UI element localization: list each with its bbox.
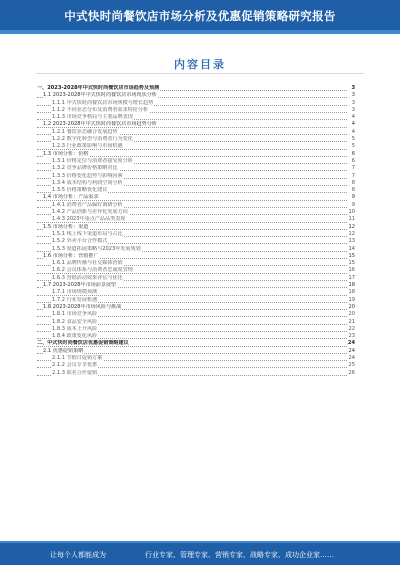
toc-entry[interactable]: [37, 333, 355, 340]
footer-accent-stripe: [0, 541, 400, 543]
toc-entry-label: 1.8 2023-2028年市场风险与挑战: [43, 303, 122, 310]
toc-entry-label: 1.2.1 餐饮业态融合发展趋势: [52, 128, 118, 135]
toc-entry[interactable]: [37, 348, 355, 355]
toc-entry[interactable]: [37, 238, 355, 245]
toc-entry-page: 12: [348, 230, 355, 237]
toc-entry-label: 1.1.1 中式快时尚餐饮店市场规模与增长趋势: [52, 99, 154, 106]
toc-entry-page: 23: [348, 333, 355, 340]
toc-entry-page: 6: [351, 157, 355, 164]
toc-entry-label: 1.8.3 成本上升风险: [52, 325, 98, 332]
toc-entry-page: 4: [351, 128, 355, 135]
toc-entry-label: 1.1 2023-2028年中式快时尚餐饮店市场现状分析: [43, 92, 157, 99]
toc-heading: 内容目录: [174, 58, 226, 71]
toc-entry[interactable]: [37, 129, 355, 136]
toc-entry[interactable]: [37, 326, 355, 333]
toc-entry-page: 24: [348, 354, 355, 361]
toc-entry-page: 15: [348, 260, 355, 267]
toc-entry-page: 19: [348, 296, 355, 303]
toc-entry-page: 16: [348, 267, 355, 274]
toc-entry-page: 20: [348, 311, 355, 318]
toc-entry-label: 1.3.4 成本结构与利润空间分析: [52, 179, 123, 186]
toc-entry-label: 1.4 市场分析：产品需求: [43, 194, 99, 201]
toc-entry-page: 6: [351, 150, 355, 157]
toc-entry-label: 1.3 市场分析：价格: [43, 150, 89, 157]
toc-entry[interactable]: [37, 114, 355, 121]
toc-entry-page: 13: [348, 238, 355, 245]
toc-entry[interactable]: [37, 340, 355, 347]
toc-entry[interactable]: [37, 187, 355, 194]
toc-entry-page: 3: [351, 99, 355, 106]
toc-entry-page: 7: [351, 165, 355, 172]
toc-entry-page: 12: [348, 223, 355, 230]
header-bar: [0, 0, 400, 34]
toc-entry[interactable]: [37, 136, 355, 143]
toc-entry-page: 24: [347, 340, 355, 347]
toc-entry-label: 1.7 2023-2028年市场前景展望: [43, 282, 117, 289]
toc-entry-label: 1.7.1 市场规模预测: [52, 289, 98, 296]
toc-entry-label: 1.6.3 营销活动效果评估与优化: [52, 274, 123, 281]
toc-entry[interactable]: [37, 355, 355, 362]
toc-entry-page: 18: [348, 282, 355, 289]
toc-entry-page: 9: [351, 194, 355, 201]
toc-entry-page: 14: [348, 245, 355, 252]
toc-entry[interactable]: [37, 100, 355, 107]
toc-entry-page: 3: [351, 106, 355, 113]
header-accent-band: [0, 30, 400, 34]
toc-entry[interactable]: [37, 297, 355, 304]
toc-entry[interactable]: [37, 370, 355, 377]
toc-entry-label: 1.5.3 渠道拓展策略与2023年发展规划: [52, 245, 141, 252]
toc-entry[interactable]: [37, 143, 355, 150]
toc-entry[interactable]: [37, 209, 355, 216]
toc-entry-page: 4: [351, 121, 355, 128]
toc-entry-label: 1.4.3 2023年重点产品品类表现: [52, 216, 126, 223]
toc-entry[interactable]: [37, 173, 355, 180]
toc-entry-label: 1.1.3 市场竞争格局与主要品牌表现: [52, 114, 133, 121]
toc-entry-page: 3: [351, 85, 355, 91]
toc-entry-page: 9: [351, 201, 355, 208]
toc-entry[interactable]: [37, 246, 355, 253]
toc-entry-label: 1.8.4 政策变化风险: [52, 333, 98, 340]
toc-entry[interactable]: [37, 202, 355, 209]
toc-entry-label: 2.1.3 联名合作促销: [52, 369, 98, 376]
toc-entry[interactable]: [37, 362, 355, 369]
toc-entry-page: 20: [348, 303, 355, 310]
toc-entry[interactable]: [37, 224, 355, 231]
toc-entry-label: 1.2.3 行业政策影响与市场机遇: [52, 143, 123, 150]
table-of-contents: [37, 85, 355, 377]
toc-entry[interactable]: [37, 121, 355, 128]
toc-entry[interactable]: [37, 319, 355, 326]
toc-entry[interactable]: [37, 282, 355, 289]
toc-entry-page: 15: [348, 252, 355, 259]
toc-entry[interactable]: [37, 180, 355, 187]
toc-entry-page: 4: [351, 114, 355, 121]
document-title: 中式快时尚餐饮店市场分析及优惠促销策略研究报告: [64, 9, 336, 23]
toc-entry-label: 2.1 优惠促销策略: [43, 347, 84, 354]
toc-entry[interactable]: [37, 231, 355, 238]
toc-entry-page: 10: [348, 209, 355, 216]
toc-entry-page: 18: [348, 289, 355, 296]
toc-entry-label: 1.6 市场分析：营销推广: [43, 252, 99, 259]
toc-entry-label: 1.2 2023-2028年中式快时尚餐饮店市场趋势分析: [43, 121, 157, 128]
toc-entry-page: 21: [348, 318, 355, 325]
toc-entry-page: 5: [351, 143, 355, 150]
toc-entry-label: 1.6.2 会员体系与消费者忠诚度管理: [52, 267, 133, 274]
toc-entry-page: 7: [351, 172, 355, 179]
toc-entry[interactable]: [37, 158, 355, 165]
toc-entry-page: 3: [351, 92, 355, 99]
toc-entry-label: 1.4.2 产品创新与差异化发展方向: [52, 209, 128, 216]
toc-entry[interactable]: [37, 311, 355, 318]
toc-entry[interactable]: [37, 275, 355, 282]
toc-entry-label: 1.3.1 价格定位与消费者接受度分析: [52, 157, 133, 164]
toc-entry-label: 2.1.2 会员专享优惠: [52, 362, 98, 369]
footer-roles: 行业专家、管理专家、营销专家、战略专家、成功企业家……: [145, 551, 334, 559]
toc-entry[interactable]: [37, 253, 355, 260]
toc-entry-label: 1.5 市场分析：渠道: [43, 223, 89, 230]
toc-entry-label: 1.3.3 价格变化趋势与影响因素: [52, 172, 123, 179]
toc-entry-page: 24: [348, 347, 355, 354]
toc-entry-page: 8: [351, 179, 355, 186]
toc-entry-label: 1.6.1 品牌传播与社交媒体营销: [52, 260, 123, 267]
toc-entry[interactable]: [37, 151, 355, 158]
toc-entry[interactable]: [37, 216, 355, 223]
toc-entry-label: 1.4.1 消费者产品偏好调研分析: [52, 201, 123, 208]
toc-entry-label: 二、中式快时尚餐饮店优惠促销策略建议: [37, 340, 129, 347]
footer-slogan: 让每个人都能成为: [50, 551, 106, 559]
toc-entry-label: 1.1.2 不同业态分布及消费者需求特征分析: [52, 106, 149, 113]
toc-entry[interactable]: [37, 107, 355, 114]
toc-entry-page: 5: [351, 136, 355, 143]
toc-entry-label: 一、2023-2028年中式快时尚餐饮店市场趋势及预测: [37, 85, 160, 91]
toc-entry[interactable]: [37, 92, 355, 99]
toc-entry-page: 17: [348, 274, 355, 281]
toc-entry-label: 1.3.2 竞争品牌价格策略对比: [52, 165, 118, 172]
toc-entry-label: 1.5.1 线上线下渠道布局与占比: [52, 230, 123, 237]
toc-divider: [36, 73, 364, 74]
toc-entry-page: 25: [348, 362, 355, 369]
footer-bar: [0, 541, 400, 565]
toc-entry[interactable]: [37, 194, 355, 201]
toc-entry-label: 1.2.2 数字化转型与消费者行为变化: [52, 136, 133, 143]
toc-entry[interactable]: [37, 304, 355, 311]
toc-entry[interactable]: [37, 165, 355, 172]
toc-entry-page: 11: [348, 216, 355, 223]
toc-entry-label: 1.5.2 外卖平台合作模式: [52, 238, 108, 245]
toc-entry[interactable]: [37, 267, 355, 274]
toc-entry-label: 1.7.2 行业发展机遇: [52, 296, 98, 303]
toc-entry-label: 1.3.5 价格策略优化建议: [52, 187, 108, 194]
toc-entry[interactable]: [37, 85, 355, 92]
toc-entry-page: 22: [348, 325, 355, 332]
toc-entry-label: 2.1.1 节假日促销方案: [52, 354, 103, 361]
toc-entry-label: 1.8.1 市场竞争风险: [52, 311, 98, 318]
toc-entry-page: 8: [351, 187, 355, 194]
toc-entry-label: 1.8.2 食品安全风险: [52, 318, 98, 325]
toc-entry[interactable]: [37, 260, 355, 267]
toc-entry[interactable]: [37, 289, 355, 296]
toc-entry-page: 26: [348, 369, 355, 376]
